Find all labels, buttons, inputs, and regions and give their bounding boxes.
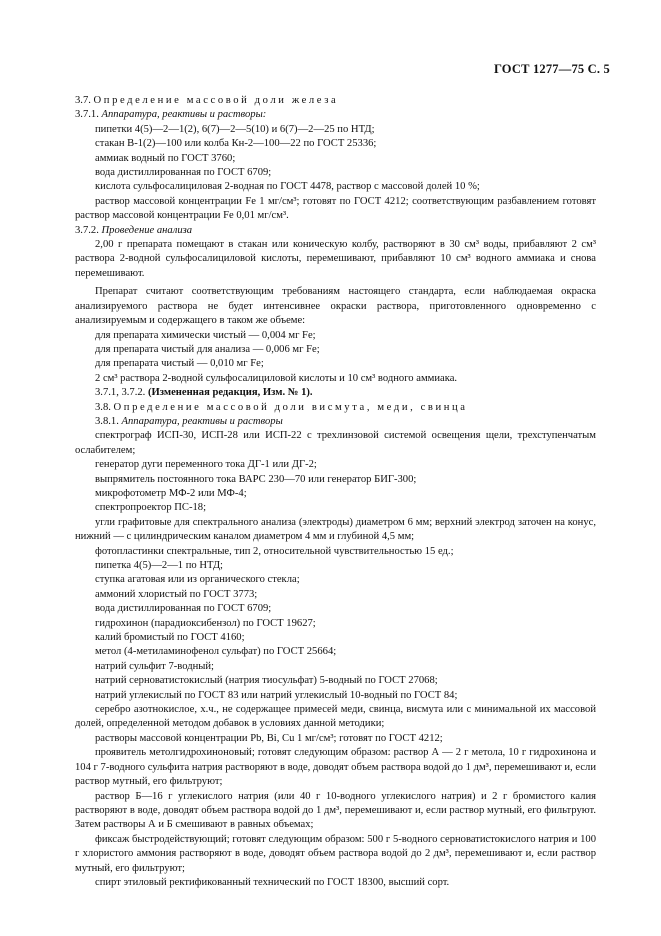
list-item: кислота сульфосалициловая 2-водная по ГОСТ 4478, раствор с массовой долей 10 %;	[95, 181, 480, 193]
list-item: вода дистиллированная по ГОСТ 6709;	[95, 603, 272, 615]
section-number: 3.8.	[95, 401, 111, 413]
list-item: растворы массовой концентрации Pb, Bi, Cu 1 мг/см³; готовят по ГОСТ 4212;	[95, 732, 443, 744]
equipment-list	[75, 429, 596, 890]
list-item: ступка агатовая или из органического стекла;	[95, 574, 300, 586]
list-item: фиксаж быстродействующий; готовят следующим образом: 500 г 5-водного серноватистокислого натрия и 100 г хлористого аммония растворяют в воде, доводят объем раствора водой до 2 дм³, перемешивают и, если раствор мутный, его фильтруют;	[75, 833, 596, 874]
section-number: 3.7.	[75, 95, 91, 106]
subsection-heading-3-7-2	[75, 224, 596, 238]
section-heading-3-7	[75, 94, 596, 108]
paragraph: раствор массовой концентрации Fe 1 мг/см³; готовят по ГОСТ 4212; соответствующим разбавлением готовят раствор массовой концентрации Fe 0,01 мг/см³.	[75, 195, 596, 222]
subsection-number: 3.7.2.	[75, 224, 99, 236]
section-title: Определение массовой доли висмута, меди, свинца	[113, 401, 468, 413]
list-item: аммиак водный по ГОСТ 3760;	[95, 152, 236, 164]
change-ref: 3.7.1, 3.7.2.	[95, 387, 146, 399]
list-item: угли графитовые для спектрального анализа (электроды) диаметром 6 мм; верхний электрод заточен на конус, нижний — с цилиндрическим каналом диаметром 4 мм и глубиной 4,5 мм;	[75, 516, 596, 543]
list-item: натрий углекислый по ГОСТ 83 или натрий углекислый 10-водный по ГОСТ 84;	[95, 689, 458, 701]
subsection-title: Проведение анализа	[101, 224, 193, 236]
subsection-number: 3.8.1.	[95, 415, 119, 427]
list-item: метол (4-метиламинофенол сульфат) по ГОСТ 25664;	[95, 646, 337, 658]
list-item: раствор Б—16 г углекислого натрия (или 40 г 10-водного углекислого натрия) и 2 г бромистого калия растворяют в воде, доводят объем раствора водой до 1 дм³, перемешивают и, если раствор мутный, его фильтруют. Затем растворы А и Б смешивают в равных объемах;	[75, 790, 596, 831]
list-item: 2 см³ раствора 2-водной сульфосалициловой кислоты и 10 см³ водного аммиака.	[95, 372, 458, 384]
list-item: спирт этиловый ректификованный технический по ГОСТ 18300, высший сорт.	[95, 876, 450, 888]
section-title: Определение массовой доли железа	[93, 95, 339, 106]
paragraph: Препарат считают соответствующим требованиям настоящего стандарта, если наблюдаемая окраска анализируемого раствора не будет интенсивнее окраски раствора, приготовленного одновременно с анализируемым и содержащего в таком же объеме:	[75, 286, 596, 327]
list-item: пипетка 4(5)—2—1 по НТД;	[95, 560, 223, 571]
list-item: выпрямитель постоянного тока ВАРС 230—70 или генератор БИГ-300;	[95, 473, 417, 485]
list-item: вода дистиллированная по ГОСТ 6709;	[95, 167, 272, 179]
section-heading-3-8	[75, 401, 596, 415]
list-item: фотопластинки спектральные, тип 2, относительной чувствительностью 15 ед.;	[95, 545, 454, 557]
page-header: ГОСТ 1277—75 С. 5	[493, 62, 610, 76]
list-item: спектропроектор ПС-18;	[95, 502, 207, 514]
list-item: аммоний хлористый по ГОСТ 3773;	[95, 588, 258, 600]
list-item: пипетки 4(5)—2—1(2), 6(7)—2—5(10) и 6(7)—2—25 по НТД;	[95, 123, 375, 135]
list-item: натрий серноватистокислый (натрия тиосульфат) 5-водный по ГОСТ 27068;	[95, 675, 438, 687]
list-item: калий бромистый по ГОСТ 4160;	[95, 632, 245, 644]
subsection-title: Аппаратура, реактивы и растворы:	[101, 109, 267, 121]
list-item: микрофотометр МФ-2 или МФ-4;	[95, 487, 247, 499]
subsection-title: Аппаратура, реактивы и растворы	[121, 415, 283, 427]
subsection-number: 3.7.1.	[75, 109, 99, 121]
list-item: для препарата чистый — 0,010 мг Fe;	[95, 358, 264, 370]
change-note	[75, 386, 596, 400]
subsection-heading-3-7-1	[75, 108, 596, 122]
list-item: натрий сульфит 7-водный;	[95, 660, 214, 672]
list-item: проявитель метолгидрохиноновый; готовят следующим образом: раствор А — 2 г метола, 10 г гидрохинона и 104 г 7-водного сульфита натрия растворяют в воде, доводят объем раствора водой до 1 дм³, перемешивают и, если раствор мутный, его фильтруют;	[75, 747, 596, 788]
list-item: спектрограф ИСП-30, ИСП-28 или ИСП-22 с трехлинзовой системой освещения щели, трехступенчатым ослабителем;	[75, 430, 596, 456]
subsection-heading-3-8-1	[75, 415, 596, 429]
list-item: серебро азотнокислое, х.ч., не содержащее примесей меди, свинца, висмута или с минимальной их массовой долей, определенной методом добавок в условиях данной методики;	[75, 704, 596, 730]
paragraph: 2,00 г препарата помещают в стакан или коническую колбу, растворяют в 30 см³ воды, прибавляют 2 см³ раствора 2-водной сульфосалициловой кислоты, перемешивают, прибавляют 10 см³ водного аммиака и снова перемешивают.	[75, 239, 596, 279]
list-item: для препарата чистый для анализа — 0,006 мг Fe;	[95, 343, 320, 355]
list-item: для препарата химически чистый — 0,004 мг Fe;	[95, 329, 316, 341]
page-content	[75, 94, 596, 890]
list-item: генератор дуги переменного тока ДГ-1 или ДГ-2;	[95, 459, 317, 471]
list-item: стакан В-1(2)—100 или колба Кн-2—100—22 по ГОСТ 25336;	[95, 138, 377, 150]
change-text: (Измененная редакция, Изм. № 1).	[147, 387, 313, 399]
list-item: гидрохинон (парадиоксибензол) по ГОСТ 19627;	[95, 617, 316, 629]
